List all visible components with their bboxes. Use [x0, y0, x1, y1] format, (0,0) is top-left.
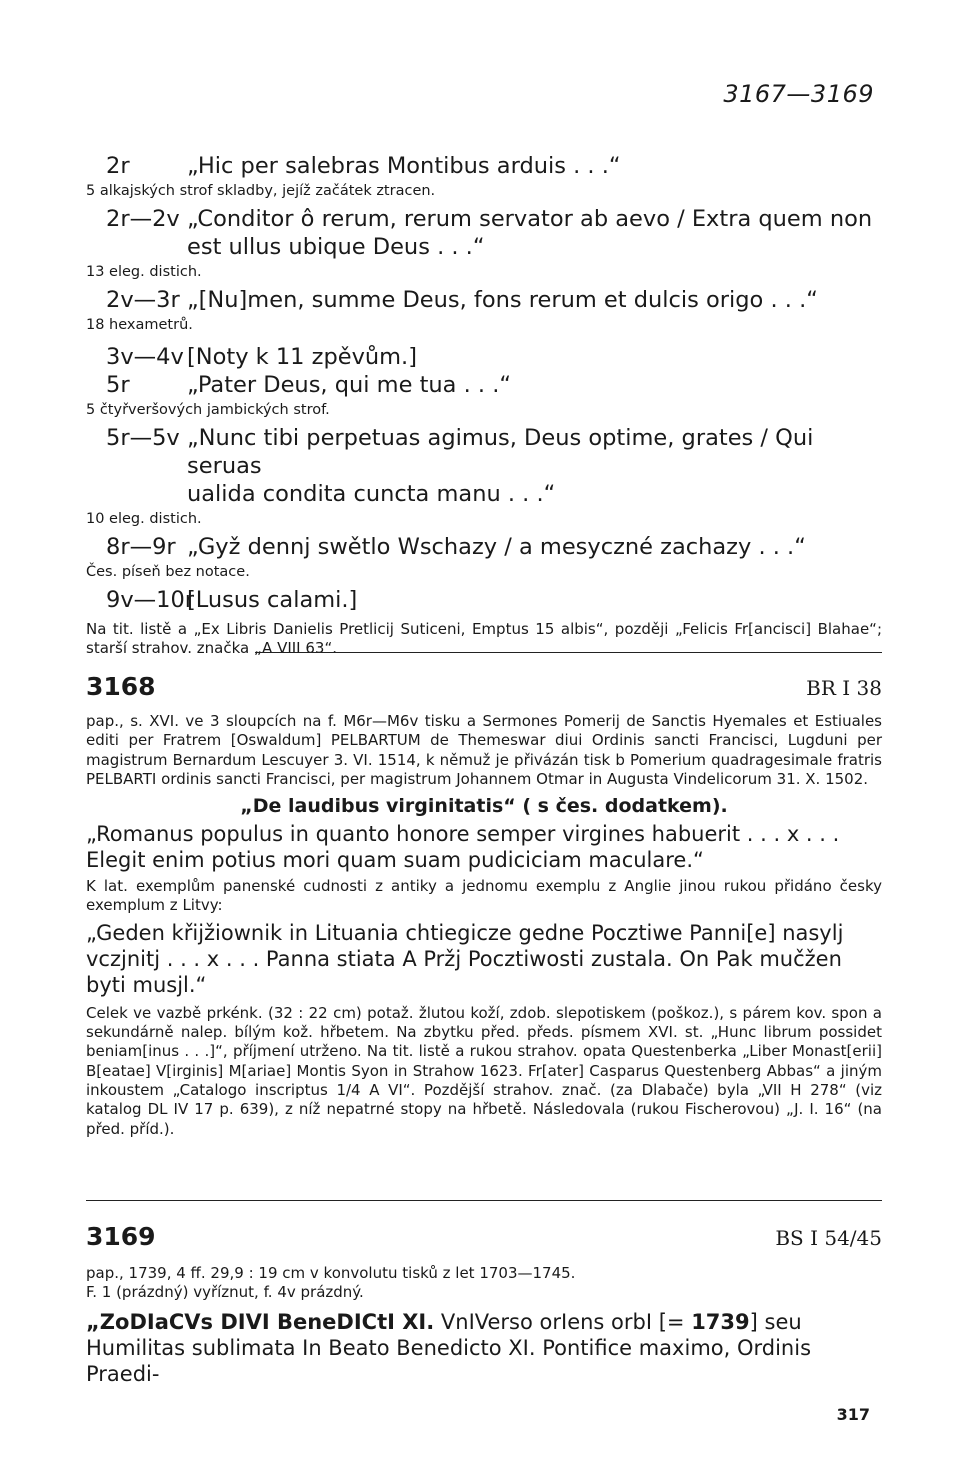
entry-3169 [86, 1264, 882, 1387]
entry-3168-heading [86, 672, 882, 701]
entry-title: „De laudibus virginitatis“ ( s čes. dodatkem). [240, 795, 728, 818]
item-line: 2r—2v „Conditor ô rerum, rerum servator ab aevo / Extra quem non est ullus ubique Deus . . .“ [106, 206, 873, 260]
item-note: Čes. píseň bez notace. [86, 564, 250, 580]
item-line: 3v—4v [Noty k 11 zpěvům.] [106, 344, 417, 370]
entry-title: „ZoDIaCVs DIVI BeneDICtI XI. VnIVerso orIens orbI [= 1739] seu Humilitas sublimata In Beato Benedicto XI. Pontifice maximo, Ordinis Praedi- [86, 1309, 812, 1386]
item-line: 9v—10r [Lusus calami.] [106, 587, 358, 613]
separator-line [255, 652, 882, 653]
entry-number: 3168 [86, 672, 156, 701]
entry-incipit: „Romanus populus in quanto honore semper virgines habuerit . . . x . . . Elegit enim potius mori quam suam pudiciciam maculare.“ [86, 822, 840, 873]
item-line: 5r „Pater Deus, qui me tua . . .“ [106, 372, 512, 398]
item-line: 2r „Hic per salebras Montibus arduis . . .“ [106, 153, 621, 179]
entry-description: pap., 1739, 4 ff. 29,9 : 19 cm v konvolutu tisků z let 1703—1745. [86, 1264, 576, 1282]
entry-description: F. 1 (prázdný) vyříznut, f. 4v prázdný. [86, 1283, 364, 1302]
item-note: 10 eleg. distich. [86, 511, 202, 527]
entry-3168 [86, 712, 882, 1139]
entry-3167 [86, 152, 882, 659]
item-line: 8r—9r „Gyž dennj swětlo Wschazy / a mesyczné zachazy . . .“ [106, 534, 806, 560]
czech-exemplum: „Geden křijžiownik in Lituania chtiegicze gedne Pocztiwe Panni[e] nasylj vczjnitj . . . x . . . Panna stiata A Pržj Pocztiwosti zustala. On Pak mučžen byti musjl.“ [86, 920, 844, 997]
item-line: 5r—5v „Nunc tibi perpetuas agimus, Deus optime, grates / Qui seruas ualida condita cuncta manu . . .“ [106, 425, 814, 507]
entry-number: 3169 [86, 1222, 156, 1251]
page-header-range: 3167—3169 [723, 80, 874, 108]
item-line: 2v—3r „[Nu]men, summe Deus, fons rerum et dulcis origo . . .“ [106, 287, 818, 313]
entry-closing: Celek ve vazbě prkénk. (32 : 22 cm) potaž. žlutou koží, zdob. slepotiskem (poškoz.), s párem kov. spon a sekundárně nalep. bílým kož. hřbetem. Na zbytku před. předs. písmem XVI. st. „Hunc librum possidet beniam[inus . . .]“, příjmení utrženo. Na tit. listě a rukou strahov. opata Questenberka „Liber Monast[erii] B[eatae] V[irginis] M[ariae] Montis Syon in Strahow 1623. Fr[ater] Casparus Questenberg Abbas“ a jiným inkoustem „Catalogo inscriptus 1/4 A VI“. Pozdější strahov. znač. (za Dlabače) byla „VII H 278“ (viz katalog DL IV 17 p. 639), z níž nepatrné stopy na hřbetě. Následovala (rukou Fischerovou) „J. I. 16“ (na před. příd.). [86, 1003, 882, 1138]
item-note: 13 eleg. distich. [86, 264, 202, 280]
shelf-signature: BS I 54/45 [775, 1226, 882, 1250]
entry-3169-heading [86, 1222, 882, 1251]
entry-note: K lat. exemplům panenské cudnosti z antiky a jednomu exemplu z Anglie jinou rukou přidáno česky exemplum z Litvy: [86, 877, 882, 915]
page-number: 317 [836, 1405, 870, 1424]
entry-3167-closing: Na tit. listě a „Ex Libris Danielis Pretlicij Suticeni, Emptus 15 albis“, později „Felicis Fr[ancisci] Blahae“; starší strahov. značka „A VIII 63“. [86, 620, 882, 658]
separator-line [86, 1200, 882, 1201]
shelf-signature: BR I 38 [806, 676, 882, 700]
item-note: 5 čtyřveršových jambických strof. [86, 402, 330, 418]
item-note: 18 hexametrů. [86, 317, 193, 333]
item-note: 5 alkajských strof skladby, jejíž začátek ztracen. [86, 183, 436, 199]
entry-description: pap., s. XVI. ve 3 sloupcích na f. M6r—M6v tisku a Sermones Pomerij de Sanctis Hyemales et Estiuales editi per Fratrem [Oswaldum] PELBARTUM de Themeswar diui Ordinis sancti Francisci, Lugduni per magistrum Bernardum Lescuyer 3. VI. 1514, k němuž je přivázán tisk b Pomerium quadragesimale fratris PELBARTI ordinis sancti Francisci, per magistrum Johannem Otmar in Augusta Vindelicorum 31. X. 1502. [86, 712, 882, 788]
